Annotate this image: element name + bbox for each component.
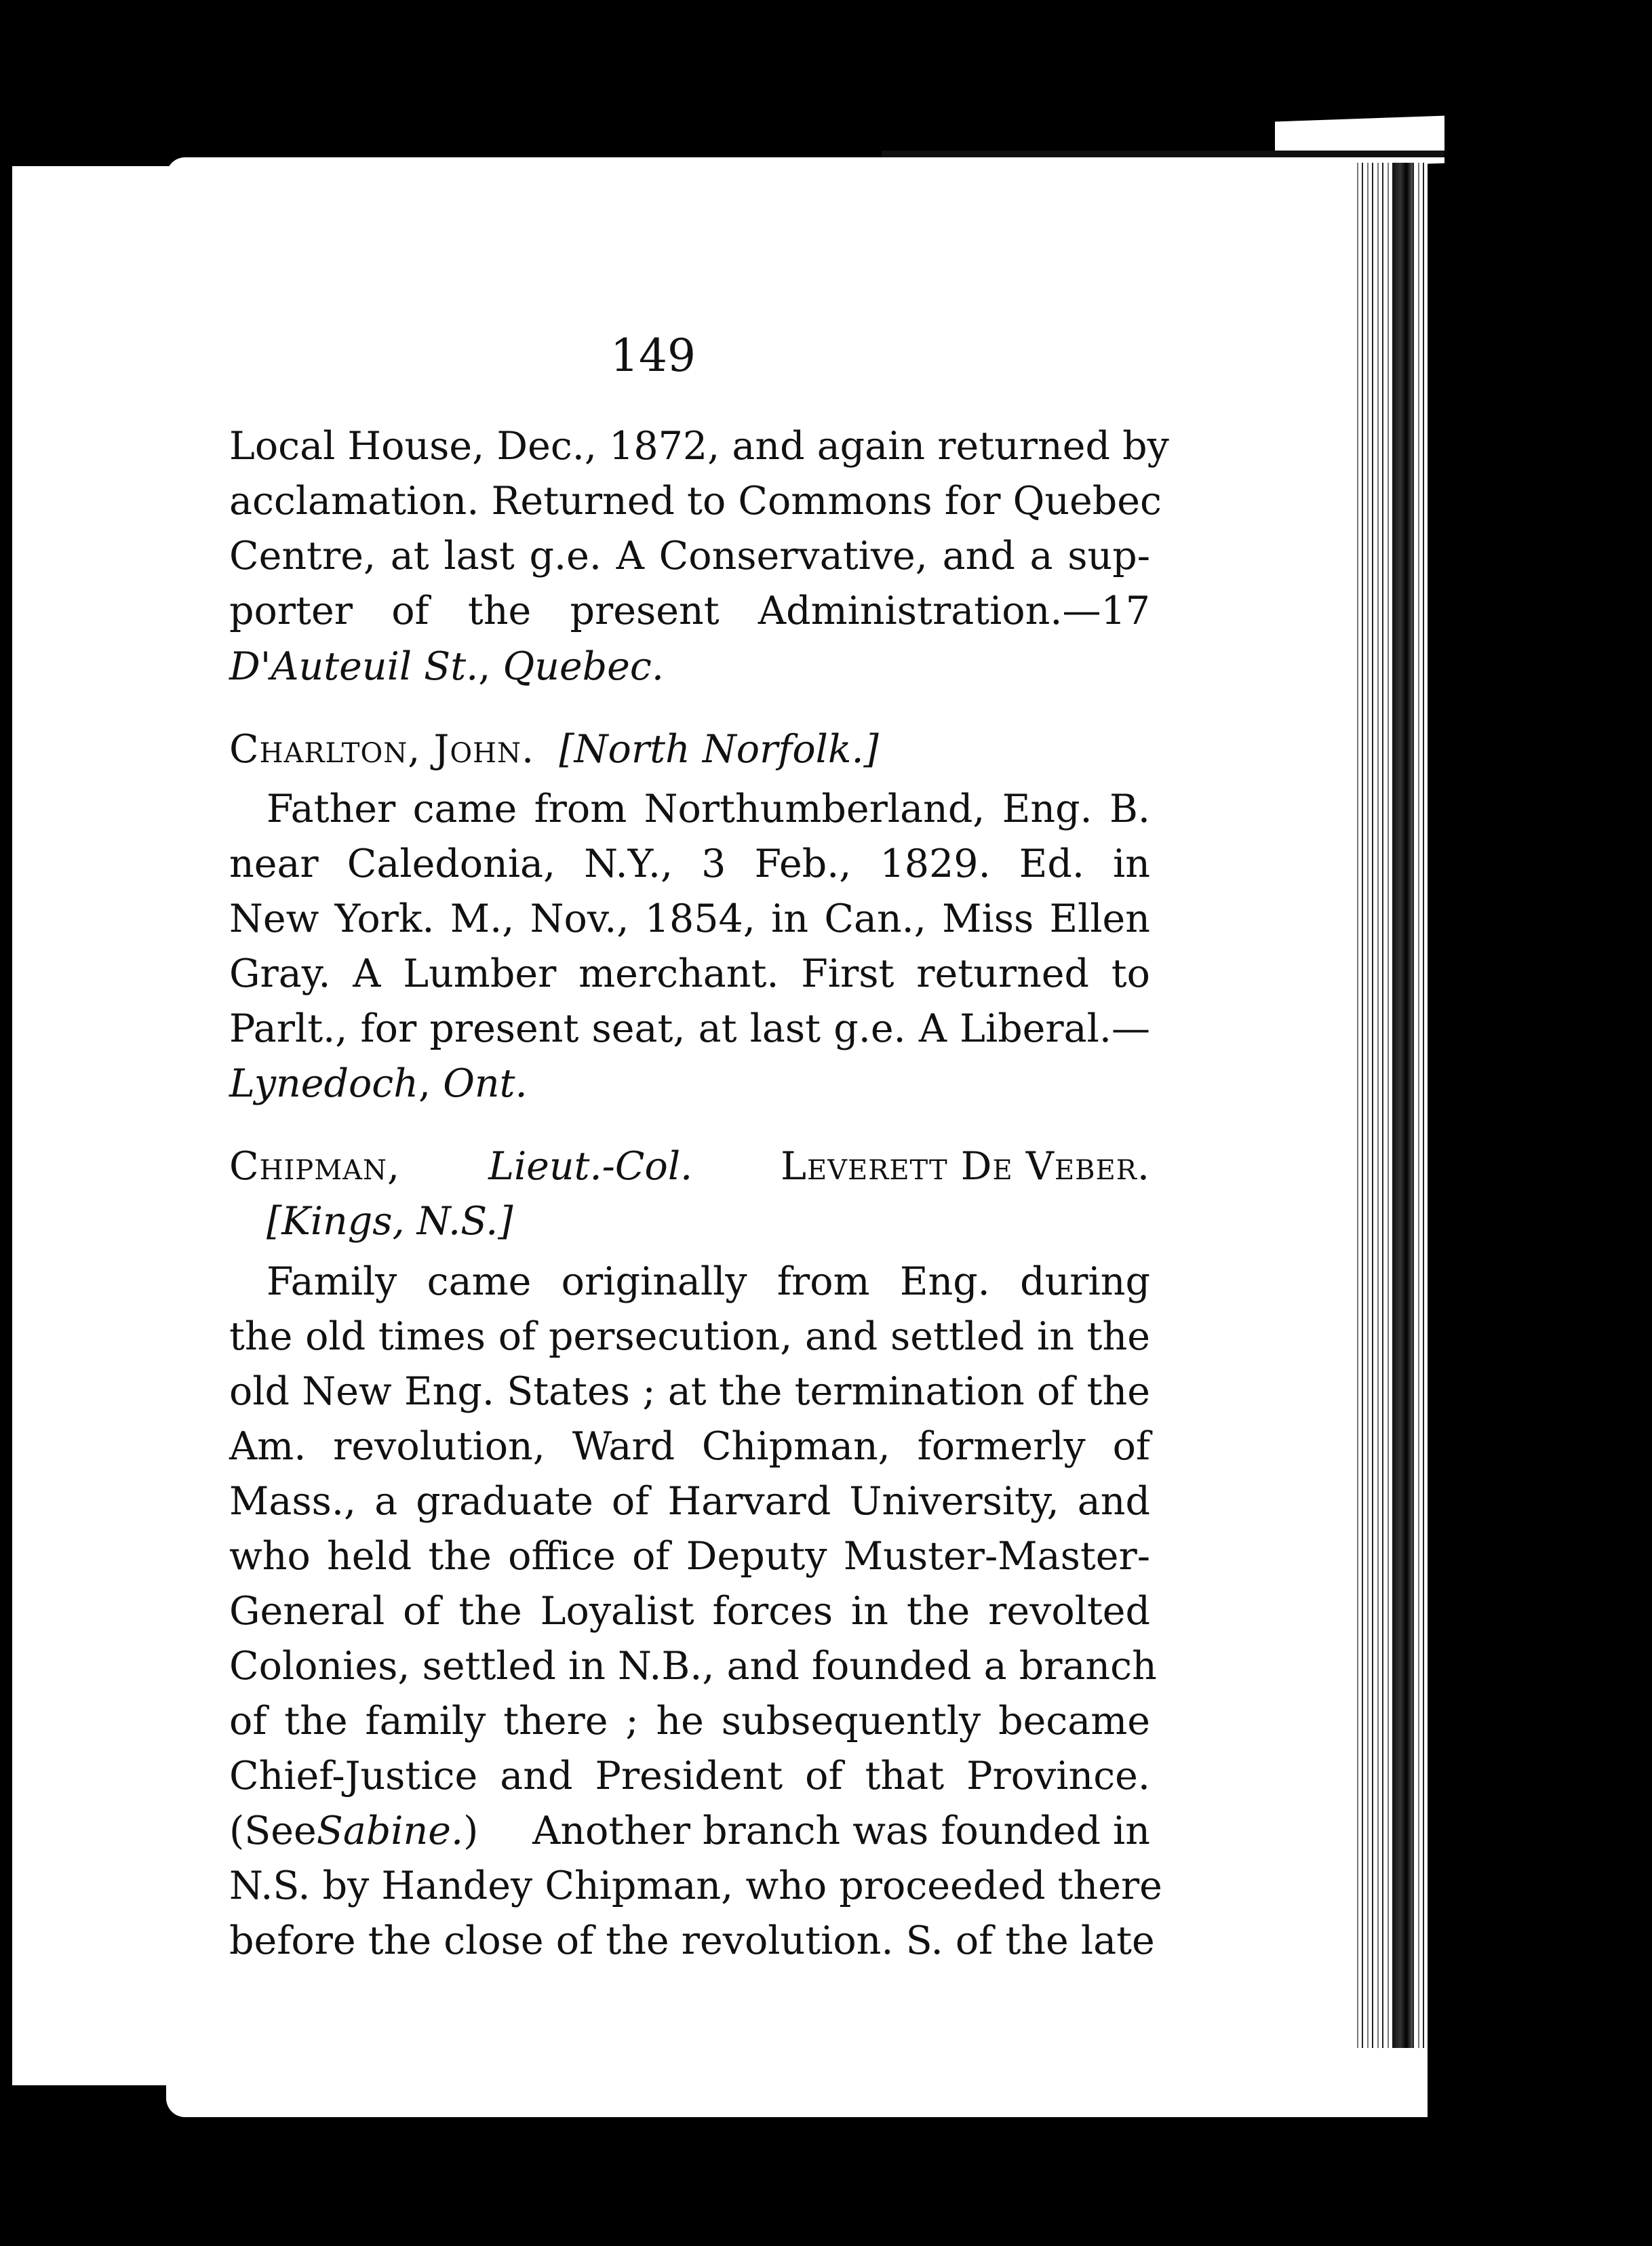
- page-number: 149: [610, 330, 696, 382]
- entry-chipman-constituency: [Kings, N.S.]: [267, 1199, 513, 1244]
- entry-charlton-heading: [229, 727, 879, 772]
- entry-name: Charlton, John.: [229, 727, 535, 772]
- entry-title: Lieut.-Col.: [488, 1144, 693, 1189]
- address-city: Quebec.: [503, 644, 664, 689]
- entry-constituency: [North Norfolk.]: [559, 727, 879, 772]
- see-open: (See: [229, 1809, 317, 1853]
- entry-charlton-line-1: Father came from Northumberland, Eng. B.: [267, 787, 1150, 831]
- entry-chipman-line-1: Family came originally from Eng. during: [267, 1259, 1150, 1304]
- address-locality: Lynedoch: [229, 1061, 418, 1106]
- entry-chipman-line-8: Colonies, settled in N.B., and founded a branch: [229, 1644, 1157, 1689]
- entry-continued-line-2: acclamation. Returned to Commons for Quebec: [229, 479, 1162, 524]
- entry-charlton-line-2: near Caledonia, N.Y., 3 Feb., 1829. Ed. in: [229, 842, 1150, 886]
- see-reference: Sabine.: [316, 1809, 464, 1853]
- entry-chipman-line-9: of the family there ; he subsequently became: [229, 1699, 1150, 1743]
- address-separator: ,: [478, 644, 503, 689]
- see-rest: Another branch was founded in: [520, 1809, 1150, 1853]
- address-separator: ,: [418, 1061, 444, 1106]
- entry-chipman-last-line-1: N.S. by Handey Chipman, who proceeded there: [229, 1864, 1162, 1908]
- entry-continued-address: [229, 644, 664, 689]
- entry-continued-line-3: Centre, at last g.e. A Conservative, and a sup-: [229, 534, 1150, 578]
- entry-chipman-line-6: who held the office of Deputy Muster-Master-: [229, 1534, 1150, 1579]
- entry-surname: Chipman,: [229, 1144, 401, 1189]
- entry-chipman-heading: [229, 1144, 1150, 1189]
- entry-charlton-line-5: Parlt., for present seat, at last g.e. A Liberal.—: [229, 1006, 1150, 1051]
- see-close: ): [463, 1809, 479, 1853]
- entry-continued-line-1: Local House, Dec., 1872, and again returned by: [229, 424, 1169, 469]
- entry-chipman-line-5: Mass., a graduate of Harvard University, and: [229, 1479, 1150, 1524]
- entry-chipman-last-line-2: before the close of the revolution. S. of the late: [229, 1918, 1155, 1963]
- address-province: Ont.: [443, 1061, 528, 1106]
- entry-chipman-line-10: Chief-Justice and President of that Province.: [229, 1754, 1150, 1798]
- entry-chipman-see-line: [229, 1809, 1150, 1853]
- entry-given-names: Leverett De Veber.: [781, 1144, 1150, 1189]
- entry-charlton-line-3: New York. M., Nov., 1854, in Can., Miss Ellen: [229, 897, 1150, 941]
- address-street: D'Auteuil St.: [229, 644, 479, 689]
- entry-charlton-address: [229, 1061, 528, 1106]
- page-edges-stack: [1353, 163, 1428, 2048]
- entry-charlton-line-4: Gray. A Lumber merchant. First returned to: [229, 951, 1150, 996]
- entry-chipman-line-2: the old times of persecution, and settled in the: [229, 1314, 1150, 1359]
- entry-chipman-line-7: General of the Loyalist forces in the revolted: [229, 1589, 1150, 1634]
- entry-continued-line-4: porter of the present Administration.—17: [229, 589, 1150, 633]
- entry-chipman-line-4: Am. revolution, Ward Chipman, formerly of: [229, 1424, 1150, 1469]
- page-top-shadow: [882, 151, 1444, 157]
- entry-chipman-line-3: old New Eng. States ; at the termination of the: [229, 1369, 1150, 1414]
